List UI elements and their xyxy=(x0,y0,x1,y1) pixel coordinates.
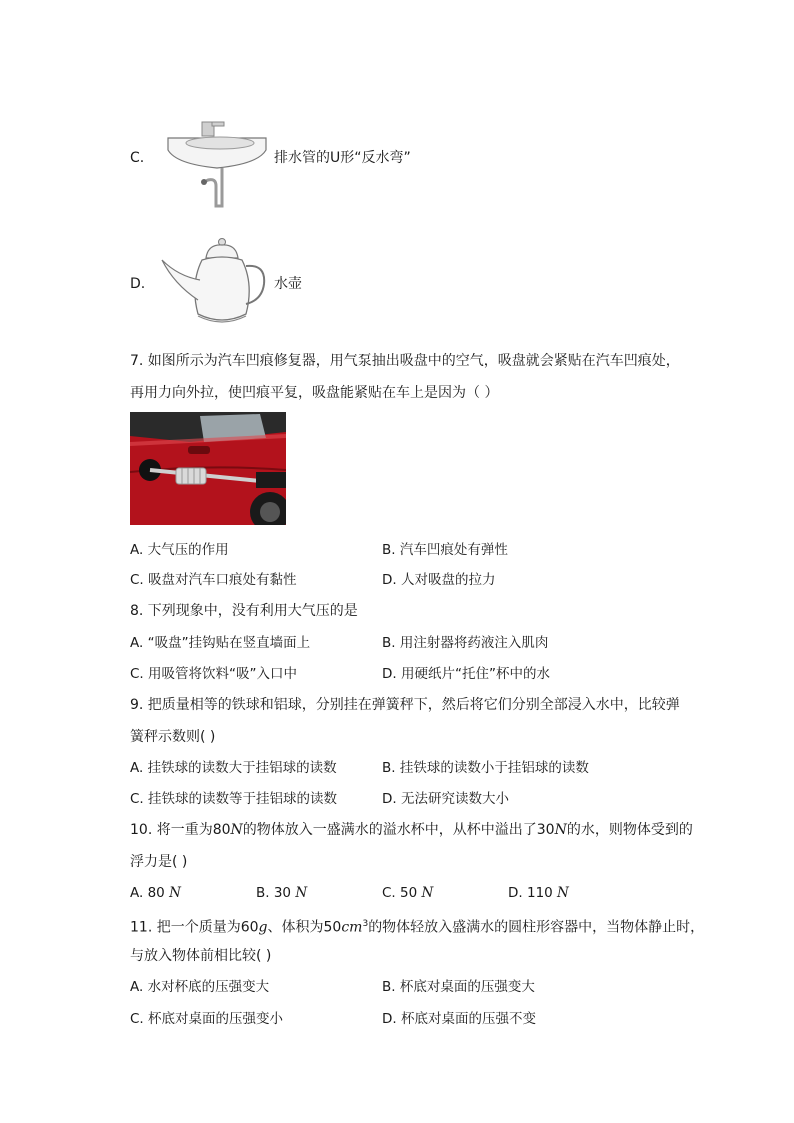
item-c-label: C. xyxy=(130,150,145,166)
unit-newton: N xyxy=(554,822,567,838)
q9-option-d: D. 无法研究读数大小 xyxy=(382,791,509,807)
q10-line1: 10. 将一重为80N的物体放入一盛满水的溢水杯中，从杯中溢出了30N的水，则物体受到的 xyxy=(130,822,693,838)
sink-drain-icon xyxy=(162,116,272,212)
q11-option-a: A. 水对杯底的压强变大 xyxy=(130,979,270,995)
q7-option-c: C. 吸盘对汽车口痕处有黏性 xyxy=(130,572,297,588)
q10-option-d: D. 110 N xyxy=(508,885,569,901)
car-dent-repair-photo xyxy=(130,412,286,525)
q7-option-b: B. 汽车凹痕处有弹性 xyxy=(382,542,508,558)
q10-option-c: C. 50 N xyxy=(382,885,434,901)
q11-option-d: D. 杯底对桌面的压强不变 xyxy=(382,1011,536,1027)
q10-option-a: A. 80 N xyxy=(130,885,181,901)
q11-option-c: C. 杯底对桌面的压强变小 xyxy=(130,1011,284,1027)
q10-option-b: B. 30 N xyxy=(256,885,308,901)
q11-line2: 与放入物体前相比较( ) xyxy=(130,948,272,964)
q9-option-a: A. 挂铁球的读数大于挂铝球的读数 xyxy=(130,760,337,776)
q8-line1: 8. 下列现象中，没有利用大气压的是 xyxy=(130,603,358,619)
q7-line1: 7. 如图所示为汽车凹痕修复器，用气泵抽出吸盘中的空气，吸盘就会紧贴在汽车凹痕处， xyxy=(130,353,680,369)
item-d-label: D. xyxy=(130,276,146,292)
q11-option-b: B. 杯底对桌面的压强变大 xyxy=(382,979,535,995)
q7-option-a: A. 大气压的作用 xyxy=(130,542,229,558)
q9-line1: 9. 把质量相等的铁球和铝球，分别挂在弹簧秤下，然后将它们分别全部浸入水中，比较弹 xyxy=(130,697,680,713)
q8-option-a: A. “吸盘”挂钩贴在竖直墙面上 xyxy=(130,635,311,651)
q9-line2: 簧秤示数则( ) xyxy=(130,729,216,745)
q9-option-b: B. 挂铁球的读数小于挂铝球的读数 xyxy=(382,760,589,776)
q8-option-d: D. 用硬纸片“托住”杯中的水 xyxy=(382,666,550,682)
teapot-icon xyxy=(158,236,272,330)
q8-option-b: B. 用注射器将药液注入肌肉 xyxy=(382,635,549,651)
item-c-caption: 排水管的U形“反水弯” xyxy=(274,150,411,166)
unit-newton: N xyxy=(230,822,243,838)
q7-option-d: D. 人对吸盘的拉力 xyxy=(382,572,496,588)
q9-option-c: C. 挂铁球的读数等于挂铝球的读数 xyxy=(130,791,338,807)
item-d-caption: 水壶 xyxy=(274,276,302,292)
q11-line1: 11. 把一个质量为60g、体积为$50cm^3$的物体轻放入盛满水的圆柱形容器中，当物体静止时， xyxy=(130,919,705,936)
q7-line2: 再用力向外拉，使凹痕平复，吸盘能紧贴在车上是因为（ ） xyxy=(130,385,499,401)
q10-line2: 浮力是( ) xyxy=(130,854,188,870)
q8-option-c: C. 用吸管将饮料“吸”入口中 xyxy=(130,666,297,682)
